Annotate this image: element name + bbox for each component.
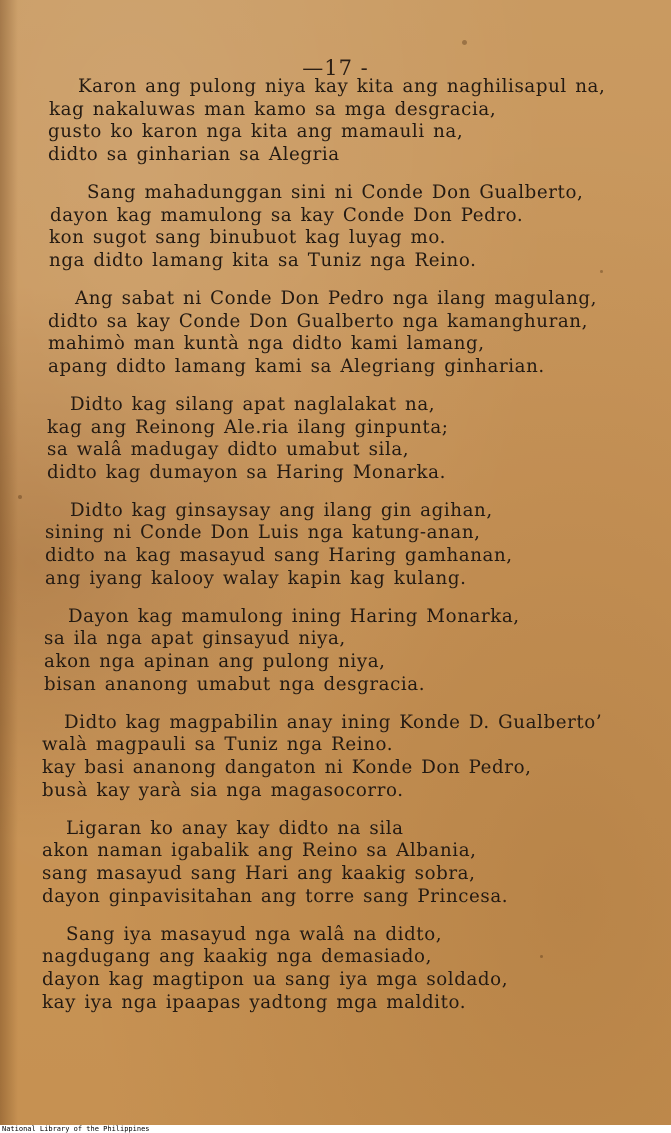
verse-line: Karon ang pulong niya kay kita ang naghilisapul na, bbox=[78, 76, 606, 97]
poem-text bbox=[40, 76, 640, 1030]
verse-line: busà kay yarà sia nga magasocorro. bbox=[42, 779, 404, 801]
stanza bbox=[40, 924, 640, 1014]
stanza bbox=[40, 606, 640, 696]
verse-line: ang iyang kalooy walay kapin kag kulang. bbox=[45, 567, 467, 589]
verse-line: didto kag dumayon sa Haring Monarka. bbox=[47, 461, 446, 483]
verse-line: Ang sabat ni Conde Don Pedro nga ilang magulang, bbox=[75, 287, 598, 309]
page-number: —17 - bbox=[302, 56, 369, 80]
verse-line: dayon kag mamulong sa kay Conde Don Pedro. bbox=[50, 204, 524, 226]
stanza bbox=[40, 500, 640, 590]
verse-line: didto na kag masayud sang Haring gamhanan, bbox=[45, 545, 513, 567]
verse-line: sa walâ madugay didto umabut sila, bbox=[47, 439, 410, 461]
verse-line: didto sa kay Conde Don Gualberto nga kamanghuran, bbox=[48, 310, 589, 332]
verse-line: mahimò man kuntà nga didto kami lamang, bbox=[48, 333, 485, 355]
verse-line: Ligaran ko anay kay didto na sila bbox=[66, 817, 404, 839]
stanza bbox=[40, 288, 640, 378]
footer-credit: National Library of the Philippines bbox=[2, 1125, 150, 1133]
verse-line: Dayon kag mamulong ining Haring Monarka, bbox=[68, 605, 520, 627]
verse-line: Sang mahadunggan sini ni Conde Don Gualberto, bbox=[87, 181, 584, 203]
verse-line: Sang iya masayud nga walâ na didto, bbox=[66, 923, 443, 945]
verse-line: didto sa ginharian sa Alegria bbox=[48, 143, 340, 165]
verse-line: dayon kag magtipon ua sang iya mga soldado, bbox=[42, 968, 509, 990]
page-edge-shadow bbox=[0, 0, 18, 1125]
verse-line: sang masayud sang Hari ang kaakig sobra, bbox=[42, 862, 476, 884]
verse-line: apang didto lamang kami sa Alegriang ginharian. bbox=[48, 355, 545, 377]
verse-line: Didto kag magpabilin anay ining Konde D. Gualberto’ bbox=[64, 711, 603, 733]
verse-line: gusto ko karon nga kita ang mamauli na, bbox=[48, 121, 464, 143]
verse-line: kon sugot sang binubuot kag luyag mo. bbox=[49, 227, 447, 249]
verse-line: nga didto lamang kita sa Tuniz nga Reino. bbox=[49, 249, 477, 271]
verse-line: kay iya nga ipaapas yadtong mga maldito. bbox=[42, 991, 467, 1013]
verse-line: walà magpauli sa Tuniz nga Reino. bbox=[42, 734, 394, 756]
verse-line: nagdugang ang kaakig nga demasiado, bbox=[42, 946, 432, 968]
paper-speck bbox=[18, 495, 22, 499]
stanza bbox=[40, 818, 640, 908]
paper-speck bbox=[462, 40, 467, 45]
verse-line: sa ila nga apat ginsayud niya, bbox=[44, 628, 346, 650]
stanza bbox=[40, 712, 640, 802]
verse-line: bisan ananong umabut nga desgracia. bbox=[44, 673, 426, 695]
verse-line: Didto kag ginsaysay ang ilang gin agihan, bbox=[70, 499, 493, 521]
stanza bbox=[40, 394, 640, 484]
verse-line: sining ni Conde Don Luis nga katung-anan, bbox=[45, 522, 481, 544]
verse-line: akon nga apinan ang pulong niya, bbox=[44, 651, 386, 673]
stanza bbox=[40, 182, 640, 272]
verse-line: akon naman igabalik ang Reino sa Albania, bbox=[42, 840, 477, 862]
verse-line: kag nakaluwas man kamo sa mga desgracia, bbox=[49, 98, 497, 120]
verse-line: kay basi ananong dangaton ni Konde Don Pedro, bbox=[42, 757, 532, 778]
verse-line: dayon ginpavisitahan ang torre sang Princesa. bbox=[42, 885, 509, 907]
verse-line: Didto kag silang apat naglalakat na, bbox=[70, 393, 436, 415]
verse-line: kag ang Reinong Ale.ria ilang ginpunta; bbox=[47, 416, 449, 438]
stanza bbox=[40, 76, 640, 166]
